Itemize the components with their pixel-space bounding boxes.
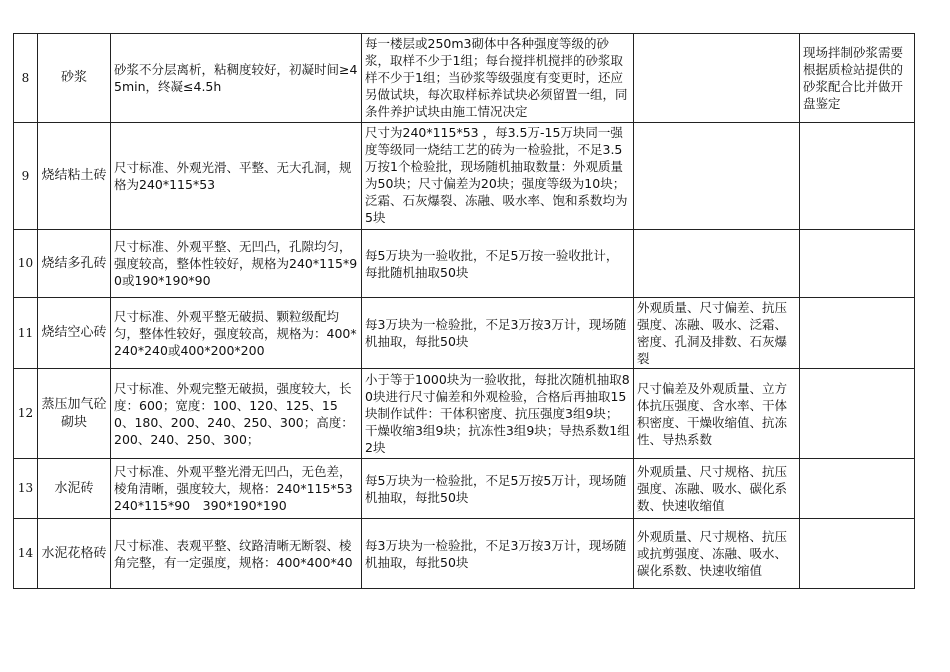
row-number: 10 bbox=[14, 230, 38, 298]
material-name: 砂浆 bbox=[38, 34, 111, 123]
table-row bbox=[14, 519, 915, 589]
material-name: 蒸压加气砼砌块 bbox=[38, 369, 111, 459]
test-items: 外观质量、尺寸偏差、抗压强度、冻融、吸水、泛霜、密度、孔洞及排数、石灰爆裂 bbox=[634, 298, 800, 369]
remark: 现场拌制砂浆需要根据质检站提供的砂浆配合比并做开盘鉴定 bbox=[800, 34, 915, 123]
table-row bbox=[14, 230, 915, 298]
material-name: 烧结粘土砖 bbox=[38, 123, 111, 230]
test-items bbox=[634, 230, 800, 298]
material-name: 烧结多孔砖 bbox=[38, 230, 111, 298]
sampling-rule: 每3万块为一检验批，不足3万按3万计，现场随机抽取，每批50块 bbox=[362, 298, 634, 369]
row-number: 12 bbox=[14, 369, 38, 459]
material-requirements: 尺寸标准、表观平整、纹路清晰无断裂、棱角完整，有一定强度，规格：400*400*40 bbox=[111, 519, 362, 589]
test-items: 外观质量、尺寸规格、抗压或抗剪强度、冻融、吸水、碳化系数、快速收缩值 bbox=[634, 519, 800, 589]
sampling-rule bbox=[362, 34, 634, 123]
material-name: 水泥花格砖 bbox=[38, 519, 111, 589]
sampling-rule bbox=[362, 123, 634, 230]
row-number: 11 bbox=[14, 298, 38, 369]
material-name: 烧结空心砖 bbox=[38, 298, 111, 369]
sampling-rule: 小于等于1000块为一验收批，每批次随机抽取80块进行尺寸偏差和外观检验，合格后再抽取15块制作试件：干体积密度、抗压强度3组9块；干燥收缩3组9块；抗冻性3组9块；导热系数1组2块 bbox=[362, 369, 634, 459]
remark bbox=[800, 519, 915, 589]
table-row bbox=[14, 34, 915, 123]
test-items bbox=[634, 34, 800, 123]
remark bbox=[800, 123, 915, 230]
sampling-rule-text: 尺寸为240*115*53 ，每3.5万-15万块同一强度等级同一烧结工艺的砖为一检验批，不足3.5万按1个检验批，现场随机抽取数量：外观质量为50块；尺寸偏差为20块；强度等级为10块；泛霜、石灰爆裂、冻融、吸水率、饱和系数均为5块 bbox=[365, 125, 628, 225]
sampling-rule: 每5万块为一验收批，不足5万按一验收批计，每批随机抽取50块 bbox=[362, 230, 634, 298]
material-requirements: 砂浆不分层离析，粘稠度较好，初凝时间≥45min，终凝≤4.5h bbox=[111, 34, 362, 123]
table-row bbox=[14, 298, 915, 369]
material-requirements: 尺寸标准、外观平整、无凹凸，孔隙均匀，强度较高，整体性较好，规格为240*115*90或190*190*90 bbox=[111, 230, 362, 298]
material-requirements: 尺寸标准、外观光滑、平整、无大孔洞，规格为240*115*53 bbox=[111, 123, 362, 230]
row-number: 14 bbox=[14, 519, 38, 589]
material-requirements: 尺寸标准、外观完整无破损，强度较大，长度：600；宽度：100、120、125、150、180、200、240、250、300；高度：200、240、250、300； bbox=[111, 369, 362, 459]
table-row bbox=[14, 459, 915, 519]
row-number: 9 bbox=[14, 123, 38, 230]
sampling-rule: 每3万块为一检验批，不足3万按3万计，现场随机抽取，每批50块 bbox=[362, 519, 634, 589]
row-number: 13 bbox=[14, 459, 38, 519]
material-requirements: 尺寸标准、外观平整光滑无凹凸，无色差，棱角清晰，强度较大，规格：240*115*53 240*115*90 390*190*190 bbox=[111, 459, 362, 519]
table-row bbox=[14, 369, 915, 459]
remark bbox=[800, 369, 915, 459]
row-number: 8 bbox=[14, 34, 38, 123]
remark bbox=[800, 230, 915, 298]
test-items bbox=[634, 123, 800, 230]
remark bbox=[800, 298, 915, 369]
material-requirements: 尺寸标准、外观平整无破损、颗粒级配均匀，整体性较好，强度较高，规格为：400*240*240或400*200*200 bbox=[111, 298, 362, 369]
materials-table bbox=[13, 33, 915, 589]
sampling-rule: 每5万块为一检验批，不足5万按5万计，现场随机抽取，每批50块 bbox=[362, 459, 634, 519]
test-items: 尺寸偏差及外观质量、立方体抗压强度、含水率、干体积密度、干燥收缩值、抗冻性、导热系数 bbox=[634, 369, 800, 459]
table-row bbox=[14, 123, 915, 230]
remark bbox=[800, 459, 915, 519]
test-items: 外观质量、尺寸规格、抗压强度、冻融、吸水、碳化系数、快速收缩值 bbox=[634, 459, 800, 519]
material-name: 水泥砖 bbox=[38, 459, 111, 519]
sampling-rule-text: 每一楼层或250m3砌体中各种强度等级的砂浆，取样不少于1组；每台搅拌机搅拌的砂浆取样不少于1组；当砂浆等级强度有变更时，还应另做试块，每次取样标养试块必须留置一组，同条件养护试块由施工情况决定 bbox=[365, 36, 628, 119]
